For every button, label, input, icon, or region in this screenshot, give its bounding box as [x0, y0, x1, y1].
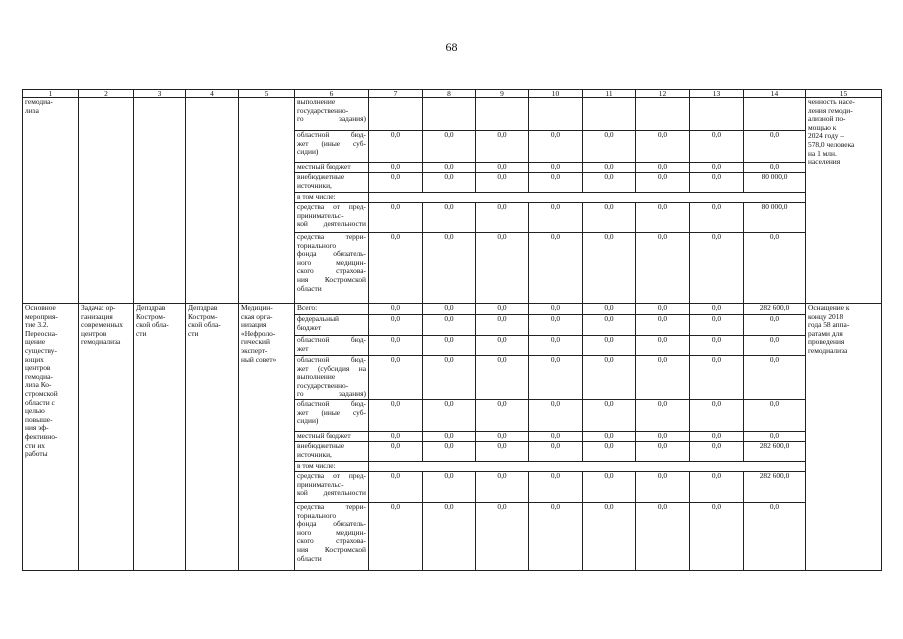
funding-source-cell-line: жет	[297, 343, 309, 353]
result-indicator-cell-line: ления гемоди-	[808, 105, 853, 115]
value-cell: 0,0	[369, 336, 423, 356]
table-row	[23, 304, 882, 315]
value-cell: 0,0	[583, 431, 636, 441]
funding-source-cell-line: кой деятельности	[297, 488, 366, 498]
value-cell: 0,0	[476, 173, 529, 193]
col4-cell-line: Костром-	[188, 311, 218, 321]
header-cell-13: 13	[690, 90, 744, 98]
funding-source-cell-line: источники,	[297, 180, 332, 190]
measure-name-cell-line: Переосна-	[25, 328, 58, 338]
value-cell: 0,0	[636, 471, 690, 502]
funding-source-cell	[295, 173, 369, 193]
value-cell	[529, 98, 583, 131]
col5-cell	[239, 304, 295, 571]
funding-source-cell-line: ториального	[297, 510, 337, 520]
funding-source-cell	[295, 98, 369, 131]
value-cell: 0,0	[636, 315, 690, 336]
value-cell	[744, 98, 806, 131]
col4-cell	[186, 304, 239, 571]
col5-cell-line: гический	[241, 337, 270, 347]
value-cell: 0,0	[636, 163, 690, 173]
col3-cell-line: сти	[136, 328, 147, 338]
table-body	[23, 90, 882, 571]
value-cell: 0,0	[369, 471, 423, 502]
value-cell: 0,0	[583, 441, 636, 461]
header-cell-14: 14	[744, 90, 806, 98]
funding-source-cell-line: фонда обязатель-	[297, 249, 366, 259]
col5-cell	[239, 98, 295, 304]
header-cell-10: 10	[529, 90, 583, 98]
funding-source-cell-line: ского страхова-	[297, 536, 366, 546]
measure-name-cell-line: Основное	[25, 303, 56, 312]
value-cell: 0,0	[476, 203, 529, 233]
value-cell: 0,0	[369, 233, 423, 304]
col5-cell-line: низация	[241, 320, 267, 330]
header-cell-15: 15	[806, 90, 882, 98]
col4-cell-line: ской обла-	[188, 320, 221, 330]
measure-name-cell-line: лиза	[25, 105, 39, 115]
value-cell: 282 600,0	[744, 441, 806, 461]
value-cell: 0,0	[583, 163, 636, 173]
value-cell: 0,0	[744, 336, 806, 356]
value-cell: 0,0	[690, 441, 744, 461]
col2-cell-line: современных	[81, 320, 123, 330]
value-cell: 0,0	[529, 131, 583, 163]
header-cell-7: 7	[369, 90, 423, 98]
span-empty-cell	[369, 193, 806, 203]
value-cell: 0,0	[583, 336, 636, 356]
value-cell: 0,0	[529, 233, 583, 304]
result-indicator-cell-line: Оснащение к	[808, 303, 850, 312]
value-cell: 0,0	[369, 502, 423, 570]
col2-cell-line: гемодиализа	[81, 337, 121, 347]
value-cell: 0,0	[423, 315, 476, 336]
funding-source-cell	[295, 336, 369, 356]
col2-cell	[79, 98, 134, 304]
value-cell: 0,0	[744, 502, 806, 570]
funding-source-cell-line: выполнение	[297, 97, 336, 106]
measure-name-cell-line: стромской	[25, 388, 58, 398]
value-cell: 80 000,0	[744, 173, 806, 193]
header-cell-1: 1	[23, 90, 79, 98]
value-cell: 0,0	[690, 502, 744, 570]
funding-source-cell-line: бюджет	[297, 322, 322, 332]
value-cell: 0,0	[423, 163, 476, 173]
col4-cell-line: Депздрав	[188, 303, 218, 312]
table-row	[23, 98, 882, 131]
value-cell: 0,0	[529, 399, 583, 431]
value-cell: 0,0	[476, 502, 529, 570]
value-cell: 0,0	[690, 173, 744, 193]
value-cell: 0,0	[529, 304, 583, 315]
measure-name-cell-line: щение	[25, 337, 46, 347]
result-indicator-cell-line: 578,0 человека	[808, 139, 855, 149]
col3-cell-line: ской обла-	[136, 320, 169, 330]
col3-cell	[134, 304, 186, 571]
value-cell: 0,0	[369, 356, 423, 400]
value-cell: 0,0	[476, 163, 529, 173]
header-cell-6: 6	[295, 90, 369, 98]
value-cell: 0,0	[636, 203, 690, 233]
col5-cell-line: ный совет»	[241, 354, 277, 364]
value-cell: 0,0	[583, 399, 636, 431]
header-cell-9: 9	[476, 90, 529, 98]
funding-source-cell-line: государственно-	[297, 380, 349, 390]
funding-source-cell-line: областной бюд-	[297, 130, 366, 139]
funding-source-cell	[295, 399, 369, 431]
funding-source-cell-line: внебюджетные	[297, 441, 345, 450]
value-cell: 0,0	[476, 356, 529, 400]
value-cell: 282 600,0	[744, 471, 806, 502]
funding-source-cell-line: жет (иные суб-	[297, 138, 366, 148]
value-cell: 0,0	[583, 502, 636, 570]
measure-name-cell	[23, 98, 79, 304]
col4-cell-line: сти	[188, 328, 199, 338]
value-cell: 0,0	[690, 336, 744, 356]
header-cell-8: 8	[423, 90, 476, 98]
col4-cell	[186, 98, 239, 304]
funding-source-cell	[295, 441, 369, 461]
col2-cell-line: Задача: ор-	[81, 303, 116, 312]
funding-source-cell	[295, 203, 369, 233]
funding-source-cell-line: средства терри-	[297, 502, 366, 511]
funding-source-cell-line: ния Костромской	[297, 544, 366, 554]
col5-cell-line: эксперт-	[241, 345, 268, 355]
funding-source-cell	[295, 502, 369, 570]
value-cell	[369, 98, 423, 131]
funding-source-cell-line: ного медицин-	[297, 257, 366, 267]
header-row	[23, 90, 882, 98]
measure-name-cell-line: гемодиа-	[25, 97, 53, 106]
value-cell: 0,0	[690, 471, 744, 502]
result-indicator-cell-line: мощью к	[808, 122, 837, 132]
value-cell: 0,0	[583, 356, 636, 400]
value-cell: 0,0	[529, 203, 583, 233]
span-empty-cell	[369, 461, 806, 471]
value-cell: 0,0	[690, 163, 744, 173]
measure-name-cell-line: фективно-	[25, 431, 58, 441]
funding-source-cell-line: го задания)	[297, 114, 366, 124]
value-cell: 0,0	[476, 304, 529, 315]
value-cell: 0,0	[423, 173, 476, 193]
funding-source-cell-line: средства от пред-	[297, 202, 366, 211]
value-cell: 0,0	[636, 399, 690, 431]
value-cell: 0,0	[423, 502, 476, 570]
value-cell	[583, 98, 636, 131]
funding-source-cell	[295, 315, 369, 336]
header-cell-4: 4	[186, 90, 239, 98]
value-cell: 0,0	[583, 173, 636, 193]
value-cell: 0,0	[529, 173, 583, 193]
value-cell: 0,0	[583, 233, 636, 304]
value-cell	[636, 98, 690, 131]
funding-source-cell	[295, 431, 369, 441]
funding-source-cell-line: жет (субсидия на	[297, 363, 366, 373]
value-cell: 0,0	[369, 173, 423, 193]
funding-source-cell-line: Всего:	[297, 303, 318, 312]
value-cell: 0,0	[423, 431, 476, 441]
result-indicator-cell-line: на 1 млн.	[808, 148, 837, 158]
funding-source-cell-line: областной бюд-	[297, 335, 366, 344]
measure-name-cell-line: существу-	[25, 345, 57, 355]
col3-cell-line: Депздрав	[136, 303, 166, 312]
value-cell: 0,0	[744, 163, 806, 173]
col3-cell	[134, 98, 186, 304]
value-cell: 0,0	[690, 304, 744, 315]
header-cell-12: 12	[636, 90, 690, 98]
value-cell: 0,0	[529, 441, 583, 461]
measure-name-cell-line: тие 3.2.	[25, 320, 49, 330]
value-cell: 0,0	[744, 356, 806, 400]
value-cell: 0,0	[369, 163, 423, 173]
page-number: 68	[445, 40, 458, 54]
value-cell: 0,0	[636, 441, 690, 461]
value-cell: 0,0	[529, 431, 583, 441]
measure-name-cell-line: сти их	[25, 440, 45, 450]
value-cell: 0,0	[744, 315, 806, 336]
value-cell: 0,0	[744, 131, 806, 163]
measure-name-cell-line: ющих	[25, 354, 44, 364]
value-cell: 0,0	[636, 356, 690, 400]
funding-source-cell-line: сидии)	[297, 416, 319, 426]
value-cell: 0,0	[529, 471, 583, 502]
funding-source-cell-line: в том числе:	[297, 461, 336, 470]
measure-name-cell-line: ния эф-	[25, 423, 49, 433]
value-cell: 0,0	[369, 431, 423, 441]
funding-source-cell-line: фонда обязатель-	[297, 519, 366, 529]
result-indicator-cell-line: населения	[808, 157, 841, 167]
col2-cell	[79, 304, 134, 571]
value-cell: 0,0	[423, 471, 476, 502]
value-cell: 0,0	[529, 163, 583, 173]
value-cell: 0,0	[636, 336, 690, 356]
value-cell: 0,0	[423, 131, 476, 163]
funding-source-cell-line: сидии)	[297, 147, 319, 157]
result-indicator-cell-line: ратами для	[808, 328, 843, 338]
measure-name-cell-line: гемодиа-	[25, 371, 53, 381]
funding-source-cell-line: области	[297, 283, 322, 293]
value-cell: 0,0	[476, 131, 529, 163]
funding-source-cell	[295, 471, 369, 502]
funding-source-cell	[295, 193, 369, 203]
value-cell: 0,0	[690, 233, 744, 304]
funding-source-cell-line: ния Костромской	[297, 274, 366, 284]
funding-source-cell-line: ского страхова-	[297, 266, 366, 276]
result-indicator-cell-line: концу 2018	[808, 311, 844, 321]
funding-source-cell	[295, 461, 369, 471]
result-indicator-cell-line: года 58 аппа-	[808, 320, 850, 330]
budget-table	[22, 89, 882, 571]
value-cell: 0,0	[476, 315, 529, 336]
funding-source-cell-line: источники,	[297, 449, 332, 459]
value-cell: 0,0	[423, 304, 476, 315]
funding-source-cell	[295, 356, 369, 400]
result-indicator-cell-line: ализной по-	[808, 114, 846, 124]
value-cell: 0,0	[423, 233, 476, 304]
value-cell: 0,0	[690, 315, 744, 336]
funding-source-cell-line: федеральный	[297, 314, 339, 323]
col3-cell-line: Костром-	[136, 311, 166, 321]
value-cell: 0,0	[369, 315, 423, 336]
value-cell: 0,0	[583, 131, 636, 163]
funding-source-cell-line: местный бюджет	[297, 162, 351, 171]
measure-name-cell-line: целью	[25, 406, 45, 416]
funding-source-cell-line: областной бюд-	[297, 399, 366, 408]
col5-cell-line: Медицин-	[241, 303, 273, 312]
funding-source-cell	[295, 233, 369, 304]
value-cell: 0,0	[636, 233, 690, 304]
value-cell: 0,0	[423, 203, 476, 233]
measure-name-cell-line: работы	[25, 449, 48, 459]
value-cell: 282 600,0	[744, 304, 806, 315]
funding-source-cell-line: областной бюд-	[297, 355, 366, 364]
result-indicator-cell	[806, 98, 882, 304]
measure-name-cell	[23, 304, 79, 571]
value-cell: 0,0	[369, 131, 423, 163]
funding-source-cell-line: жет (иные суб-	[297, 407, 366, 417]
funding-source-cell	[295, 131, 369, 163]
value-cell: 0,0	[744, 399, 806, 431]
value-cell: 0,0	[636, 131, 690, 163]
value-cell: 0,0	[423, 356, 476, 400]
measure-name-cell-line: мероприя-	[25, 311, 58, 321]
col5-cell-line: ская орга-	[241, 311, 273, 321]
funding-source-cell-line: принимательс-	[297, 479, 344, 489]
funding-source-cell-line: принимательс-	[297, 210, 344, 220]
value-cell: 0,0	[476, 441, 529, 461]
header-cell-2: 2	[79, 90, 134, 98]
value-cell: 0,0	[476, 471, 529, 502]
value-cell: 0,0	[476, 399, 529, 431]
value-cell: 0,0	[636, 304, 690, 315]
measure-name-cell-line: области с	[25, 397, 55, 407]
funding-source-cell-line: местный бюджет	[297, 431, 351, 440]
value-cell: 0,0	[369, 304, 423, 315]
value-cell: 0,0	[423, 336, 476, 356]
col5-cell-line: «Нефроло-	[241, 328, 276, 338]
value-cell	[423, 98, 476, 131]
funding-source-cell-line: ного медицин-	[297, 527, 366, 537]
col2-cell-line: ганизация	[81, 311, 113, 321]
value-cell: 0,0	[636, 173, 690, 193]
value-cell: 80 000,0	[744, 203, 806, 233]
value-cell: 0,0	[583, 471, 636, 502]
funding-source-cell	[295, 304, 369, 315]
value-cell: 0,0	[744, 233, 806, 304]
header-cell-5: 5	[239, 90, 295, 98]
measure-name-cell-line: повыше-	[25, 414, 53, 424]
value-cell: 0,0	[636, 431, 690, 441]
header-cell-3: 3	[134, 90, 186, 98]
funding-source-cell-line: государственно-	[297, 105, 349, 115]
value-cell	[690, 98, 744, 131]
value-cell: 0,0	[369, 399, 423, 431]
result-indicator-cell-line: 2024 году –	[808, 131, 844, 141]
value-cell: 0,0	[529, 502, 583, 570]
funding-source-cell-line: в том числе:	[297, 192, 336, 201]
value-cell: 0,0	[423, 441, 476, 461]
funding-source-cell-line: средства терри-	[297, 232, 366, 241]
header-cell-11: 11	[583, 90, 636, 98]
value-cell: 0,0	[476, 431, 529, 441]
value-cell: 0,0	[690, 399, 744, 431]
funding-source-cell-line: внебюджетные	[297, 172, 345, 181]
funding-source-cell-line: области	[297, 553, 322, 563]
result-indicator-cell-line: ченность насе-	[808, 97, 855, 106]
funding-source-cell-line: кой деятельности	[297, 219, 366, 229]
funding-source-cell-line: ториального	[297, 240, 337, 250]
funding-source-cell-line: средства от пред-	[297, 471, 366, 480]
measure-name-cell-line: центров	[25, 363, 51, 373]
value-cell: 0,0	[369, 441, 423, 461]
result-indicator-cell-line: проведения	[808, 337, 845, 347]
value-cell	[476, 98, 529, 131]
funding-source-cell-line: го задания)	[297, 389, 366, 399]
value-cell: 0,0	[690, 203, 744, 233]
value-cell: 0,0	[583, 304, 636, 315]
value-cell: 0,0	[583, 315, 636, 336]
col2-cell-line: центров	[81, 328, 107, 338]
value-cell: 0,0	[744, 431, 806, 441]
value-cell: 0,0	[423, 399, 476, 431]
value-cell: 0,0	[476, 233, 529, 304]
value-cell: 0,0	[529, 356, 583, 400]
value-cell: 0,0	[583, 203, 636, 233]
value-cell: 0,0	[476, 336, 529, 356]
value-cell: 0,0	[369, 203, 423, 233]
value-cell: 0,0	[690, 356, 744, 400]
funding-source-cell-line: выполнение	[297, 372, 336, 382]
value-cell: 0,0	[529, 315, 583, 336]
result-indicator-cell-line: гемодиализа	[808, 345, 848, 355]
value-cell: 0,0	[690, 431, 744, 441]
measure-name-cell-line: лиза Ко-	[25, 380, 52, 390]
result-indicator-cell	[806, 304, 882, 571]
value-cell: 0,0	[636, 502, 690, 570]
value-cell: 0,0	[529, 336, 583, 356]
value-cell: 0,0	[690, 131, 744, 163]
funding-source-cell	[295, 163, 369, 173]
